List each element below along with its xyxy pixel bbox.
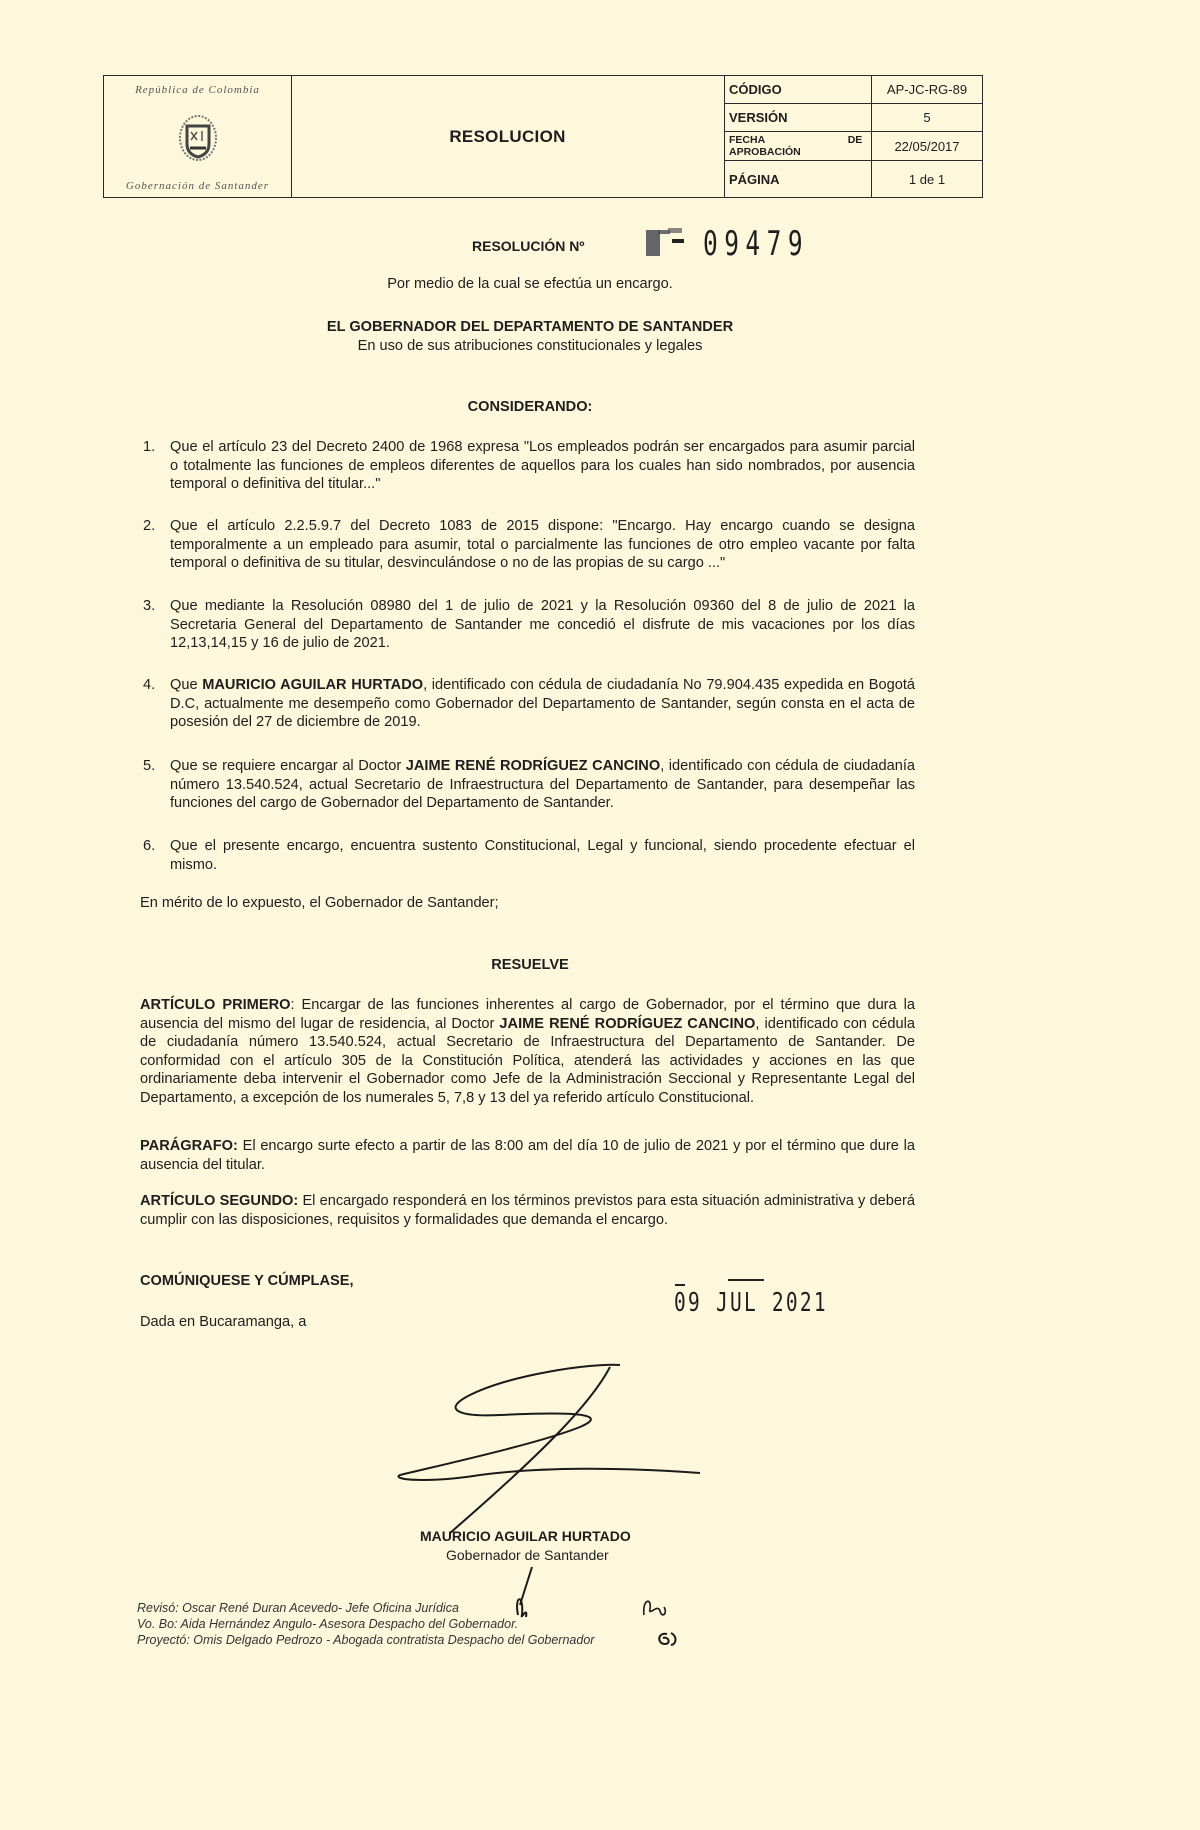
item-text: Que el presente encargo, encuentra sustento Constitucional, Legal y funcional, siendo procedente efectuar el mismo. [170, 838, 915, 873]
resolution-label: RESOLUCIÓN Nº [472, 238, 585, 254]
item-number: 6. [143, 838, 156, 854]
item-number: 3. [143, 598, 156, 614]
meta-row-codigo [724, 76, 982, 104]
article-text: , identificado con cédula de ciudadanía número 13.540.524, actual Secretario de Infraestructura del Departamento de Santander. De conformidad con el artículo 305 de la Constitución Política, atenderá las actividades y acciones en las que ordinariamente deba intervenir el Gobernador como Jefe de la Administración Seccional y Representante Legal del Departamento, a excepción de los numerales 5, 7,8 y 13 del ya referido artículo Constitucional. [140, 1015, 915, 1106]
considerando-item [143, 517, 915, 573]
article-label: ARTÍCULO SEGUNDO: [140, 1193, 299, 1209]
meta-label: CÓDIGO [724, 76, 872, 103]
item-text: Que se requiere encargar al Doctor [170, 758, 406, 774]
issuer-subtitle: En uso de sus atribuciones constitucionales y legales [357, 338, 703, 354]
considerando-item [143, 438, 915, 494]
item-text: Que mediante la Resolución 08980 del 1 de julio de 2021 y la Resolución 09360 del 8 de julio de 2021 la Secretaria General del Departamento de Santander me concedió el disfrute de mis vacaciones por los días 12,13,14,15 y 16 de julio de 2021. [170, 598, 915, 652]
person-name: JAIME RENÉ RODRÍGUEZ CANCINO [405, 758, 661, 774]
item-text: Que [170, 677, 203, 693]
meta-label: VERSIÓN [724, 104, 872, 131]
article-label: PARÁGRAFO: [140, 1138, 238, 1154]
issuer-title: EL GOBERNADOR DEL DEPARTAMENTO DE SANTANDER [326, 319, 734, 335]
meta-value: AP-JC-RG-89 [886, 82, 968, 97]
footer-proyecto: Proyectó: Omis Delgado Pedrozo - Abogada contratista Despacho del Gobernador [137, 1633, 595, 1647]
considerando-heading: CONSIDERANDO: [467, 399, 593, 415]
item-text: Que el artículo 23 del Decreto 2400 de 1968 expresa "Los empleados podrán ser encargados para asumir parcial o totalmente las funciones de empleos diferentes de aquellos para los cuales han sido nombrados, por ausencia temporal o definitiva del titular..." [170, 439, 915, 493]
meta-row-pagina [724, 161, 982, 197]
meta-value: 5 [923, 110, 931, 125]
article-text: El encargado responderá en los términos previstos para esta situación administrativa y deberá cumplir con las disposiciones, requisitos y formalidades que demanda el encargo. [140, 1193, 915, 1228]
signer-name: MAURICIO AGUILAR HURTADO [420, 1528, 631, 1544]
meta-label: PÁGINA [724, 161, 872, 197]
item-number: 5. [143, 758, 156, 774]
logo-top-script: República de Colombia [135, 84, 260, 96]
person-name: MAURICIO AGUILAR HURTADO [202, 677, 424, 693]
resuelve-heading: RESUELVE [491, 957, 569, 973]
stamp-overline [675, 1284, 685, 1286]
document-meta [724, 76, 982, 197]
merito-text: En mérito de lo expuesto, el Gobernador de Santander; [140, 895, 499, 911]
meta-row-fecha [724, 132, 982, 161]
paragrafo [140, 1137, 915, 1174]
date-stamp: 09 JUL 2021 [674, 1288, 828, 1318]
meta-value: 22/05/2017 [894, 138, 960, 154]
meta-label: FECHA DE APROBACIÓN [724, 132, 872, 160]
document-header-table [103, 75, 983, 198]
articulo-segundo [140, 1192, 915, 1229]
considerando-item [143, 757, 915, 813]
resolution-number: 09479 [703, 224, 810, 264]
considerando-item [143, 597, 915, 653]
meta-row-version [724, 104, 982, 132]
dada-en-text: Dada en Bucaramanga, a [140, 1314, 307, 1330]
comuniquese-text: COMÚNIQUESE Y CÚMPLASE, [140, 1273, 354, 1289]
article-text: : Encargar de las funciones inherentes al cargo de Gobernador, por el término que dura la ausencia del mismo del lugar de residencia, al Doctor [140, 997, 915, 1032]
resolution-subject: Por medio de la cual se efectúa un encargo. [387, 276, 673, 292]
initials-proyecto-mark [655, 1630, 679, 1648]
governor-signature [390, 1355, 710, 1535]
item-number: 1. [143, 439, 156, 455]
article-text: El encargo surte efecto a partir de las 8:00 am del día 10 de julio de 2021 y por el término que dure la ausencia del titular. [140, 1138, 915, 1173]
articulo-primero [140, 996, 915, 1108]
footer-vobo: Vo. Bo: Aida Hernández Angulo- Asesora Despacho del Gobernador. [137, 1617, 519, 1631]
article-label: ARTÍCULO PRIMERO [140, 997, 291, 1013]
logo-bottom-script: Gobernación de Santander [125, 180, 270, 192]
item-number: 2. [143, 518, 156, 534]
item-text: , identificado con cédula de ciudadanía número 13.540.524, actual Secretario de Infraestructura del Departamento de Santander, para desempeñar las funciones del cargo de Gobernador del Departamento de Santander. [170, 758, 915, 812]
stamp-overline [728, 1279, 764, 1281]
stamp-prefix-mark [646, 228, 682, 258]
item-text: Que el artículo 2.2.5.9.7 del Decreto 1083 de 2015 dispone: "Encargo. Hay encargo cuando se designa temporalmente a un empleado para asumir, total o parcialmente las funciones de otro empleo vacante por falta temporal o definitiva de su titular, desvinculándose o no de las propias de su cargo ..." [170, 518, 915, 572]
signer-role: Gobernador de Santander [446, 1547, 609, 1563]
coat-of-arms-cell [104, 76, 292, 197]
item-number: 4. [143, 677, 156, 693]
considerando-item [143, 837, 915, 874]
meta-value: 1 de 1 [908, 171, 946, 187]
coat-of-arms-icon [178, 114, 218, 162]
considerando-item [143, 676, 916, 732]
person-name: JAIME RENÉ RODRÍGUEZ CANCINO [499, 1015, 756, 1032]
initials-vobo-mark [640, 1595, 670, 1621]
footer-reviso: Revisó: Oscar René Duran Acevedo- Jefe Oficina Jurídica [137, 1601, 459, 1615]
item-text: , identificado con cédula de ciudadanía No 79.904.435 expedida en Bogotá D.C, actualmente me desempeño como Gobernador del Departamento de Santander, según consta en el acta de posesión del 27 de diciembre de 2019. [170, 677, 916, 731]
initials-reviso-mark [510, 1565, 536, 1625]
document-type-title: RESOLUCION [291, 76, 725, 197]
